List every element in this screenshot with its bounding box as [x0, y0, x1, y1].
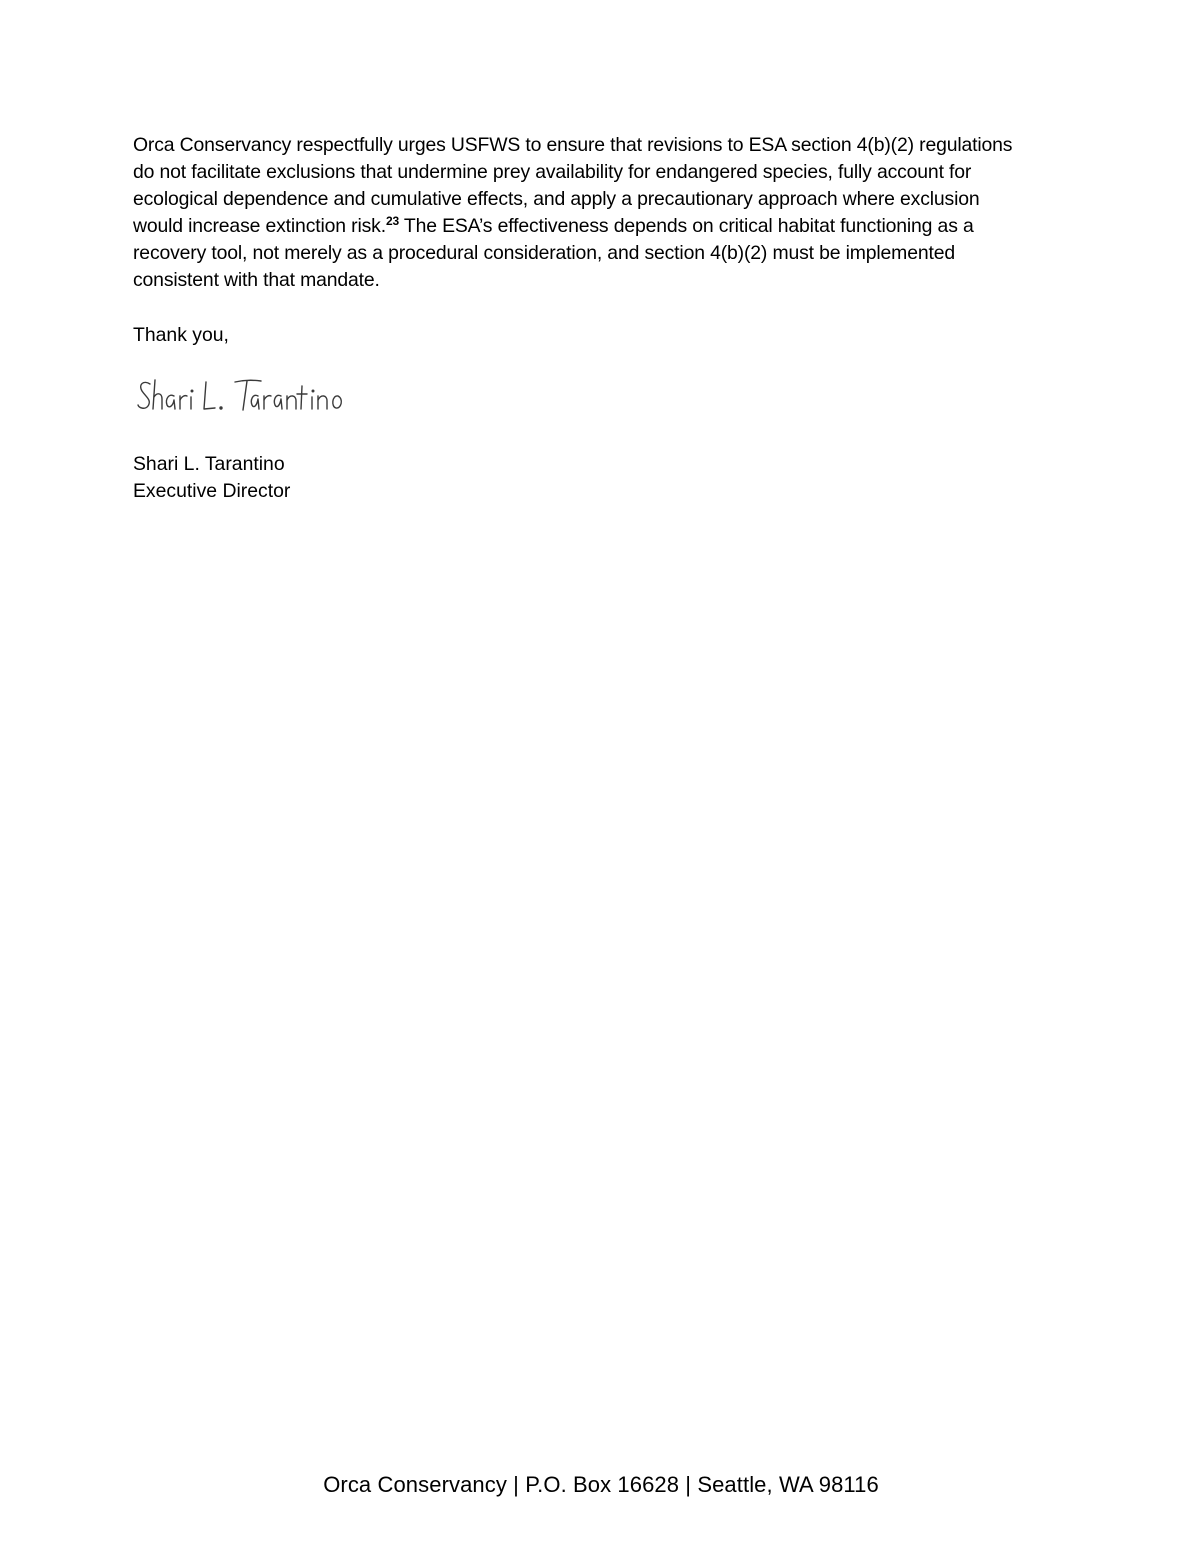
- paragraph-line: Orca Conservancy respectfully urges USFWS to ensure that revisions to ESA section 4(b)(2) regulations: [133, 134, 1013, 156]
- paragraph-line-with-footnote: [133, 213, 1053, 240]
- paragraph-line: do not facilitate exclusions that undermine prey availability for endangered species, fully account for: [133, 161, 972, 183]
- footnote-marker: 23: [385, 214, 399, 228]
- handwritten-signature: [136, 372, 356, 422]
- paragraph-line: consistent with that mandate.: [133, 269, 380, 291]
- signer-block: [133, 451, 290, 505]
- signer-name: Shari L. Tarantino: [133, 453, 285, 475]
- signer-title: Executive Director: [133, 480, 291, 502]
- closing-salutation: Thank you,: [133, 324, 229, 346]
- paragraph-text: The ESA’s effectiveness depends on critical habitat functioning as a: [399, 215, 974, 237]
- paragraph-text: would increase extinction risk.: [133, 215, 386, 237]
- body-paragraph: [133, 132, 1053, 294]
- paragraph-line: recovery tool, not merely as a procedural consideration, and section 4(b)(2) must be implemented: [133, 242, 955, 264]
- body-paragraph-block: [133, 132, 1053, 294]
- page-footer: Orca Conservancy | P.O. Box 16628 | Seattle, WA 98116: [323, 1472, 879, 1497]
- paragraph-line: ecological dependence and cumulative effects, and apply a precautionary approach where exclusion: [133, 188, 980, 210]
